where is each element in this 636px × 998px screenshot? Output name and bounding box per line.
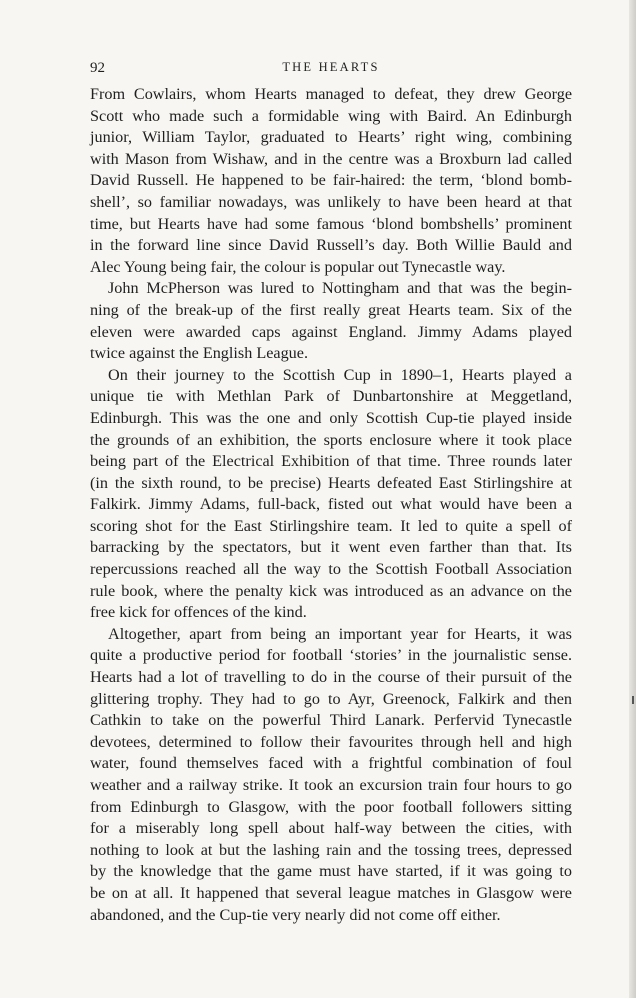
text-line: being part of the Electrical Exhibition of that time. Three rounds later [90,452,572,471]
page-number: 92 [90,60,105,76]
page-edge [629,0,636,998]
text-line: Hearts had a lot of travelling to do in the course of their pursuit of the [90,668,572,687]
text-line: Alec Young being fair, the colour is popular out Tynecastle way. [90,257,506,276]
text-line: From Cowlairs, whom Hearts managed to defeat, they drew George [90,85,572,103]
text-line: quite a productive period for football ‘stories’ in the journalistic sense. [90,646,572,665]
text-line: with Mason from Wishaw, and in the centre was a Broxburn lad called [90,149,572,168]
text-line: junior, William Taylor, graduated to Hearts’ right wing, combining [90,128,572,147]
text-line: be on at all. It happened that several league matches in Glasgow were [90,883,572,902]
text-line: John McPherson was lured to Nottingham and that was the begin- [108,279,572,298]
text-line: free kick for offences of the kind. [90,603,307,622]
running-head: THE HEARTS [282,60,380,74]
text-line: abandoned, and the Cup-tie very nearly did not come off either. [90,905,501,924]
text-line: in the forward line since David Russell’s day. Both Willie Bauld and [90,236,572,255]
text-line: nothing to look at but the lashing rain and the tossing trees, depressed [90,840,572,859]
text-line: unique tie with Methlan Park of Dunbartonshire at Meggetland, [90,387,572,406]
text-line: ning of the break-up of the first really great Hearts team. Six of the [90,300,572,319]
text-line: barracking by the spectators, but it went even farther than that. Its [90,538,572,557]
text-line: weather and a railway strike. It took an excursion train four hours to go [90,776,572,794]
text-line: scoring shot for the East Stirlingshire team. It led to quite a spell of [90,516,572,535]
body-text [90,84,572,926]
page-header [90,60,572,82]
text-line: shell’, so familiar nowadays, was unlikely to have been heard at that [90,192,572,211]
text-line: rule book, where the penalty kick was introduced as an advance on the [90,581,572,600]
text-line: glittering trophy. They had to go to Ayr, Greenock, Falkirk and then [90,689,572,708]
text-line: water, found themselves faced with a frightful combination of foul [90,754,572,773]
text-line: Cathkin to take on the powerful Third Lanark. Perfervid Tynecastle [90,711,572,730]
text-line: the grounds of an exhibition, the sports enclosure where it took place [90,430,572,449]
text-line: Falkirk. Jimmy Adams, full-back, fisted out what would have been a [90,495,572,514]
text-line: time, but Hearts have had some famous ‘blond bombshells’ prominent [90,214,572,233]
text-line: Altogether, apart from being an important year for Hearts, it was [108,624,572,643]
text-line: repercussions reached all the way to the Scottish Football Association [90,560,572,579]
text-line: On their journey to the Scottish Cup in 1890–1, Hearts played a [108,365,572,384]
text-line: Scott who made such a formidable wing with Baird. An Edinburgh [90,106,572,125]
text-line: David Russell. He happened to be fair-haired: the term, ‘blond bomb- [90,171,572,190]
text-line: Edinburgh. This was the one and only Scottish Cup-tie played inside [90,408,572,427]
text-line: eleven were awarded caps against England. Jimmy Adams played [90,322,572,341]
text-line: (in the sixth round, to be precise) Hearts defeated East Stirlingshire at [90,473,572,492]
text-line: devotees, determined to follow their favourites through hell and high [90,732,572,751]
edge-mark [632,696,634,704]
text-line: twice against the English League. [90,344,309,363]
text-line: for a miserably long spell about half-way between the cities, with [90,819,572,838]
text-line: by the knowledge that the game must have started, if it was going to [90,862,572,881]
text-line: from Edinburgh to Glasgow, with the poor football followers sitting [90,797,572,816]
